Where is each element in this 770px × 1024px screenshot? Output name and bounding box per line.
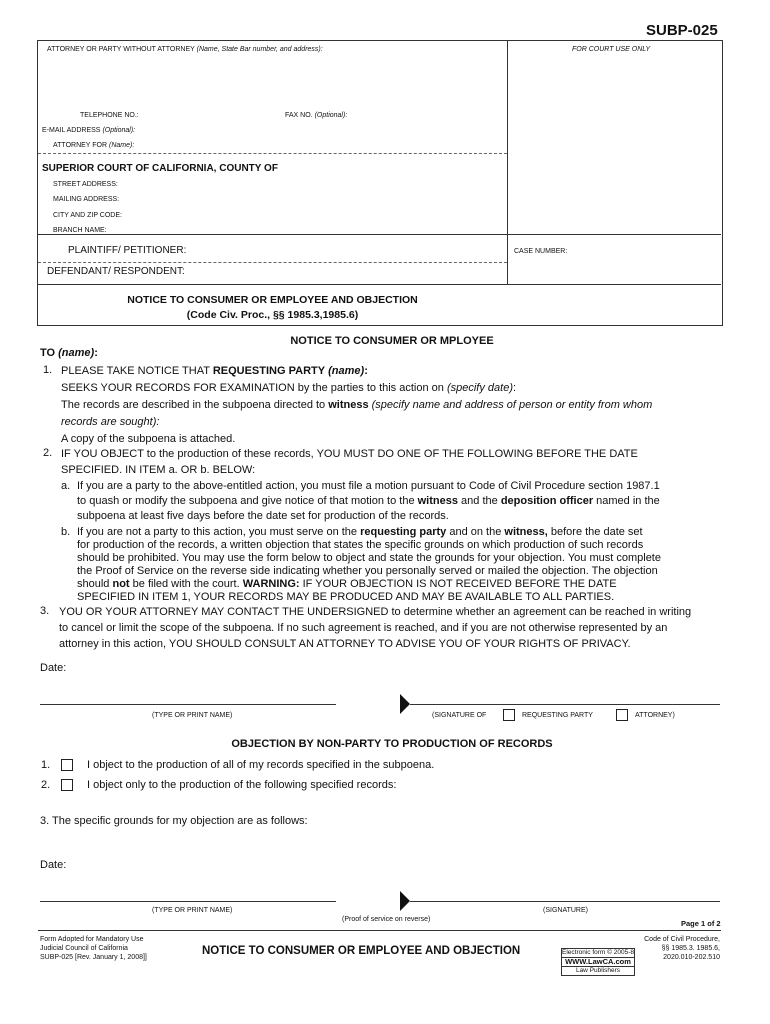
branch-name-label: BRANCH NAME: [53, 227, 107, 234]
item2-number: 2. [43, 447, 53, 459]
objection-item2-text: I object only to the production of the following specified records: [87, 779, 397, 791]
item2b-line2: for production of the records, a written objection that states the specific grounds on which production of such records [77, 539, 644, 551]
email-label: E-MAIL ADDRESS (Optional): [42, 127, 136, 134]
objection-signature-line[interactable] [410, 901, 720, 902]
case-number-label: CASE NUMBER: [514, 248, 568, 255]
objection-date-label: Date: [40, 859, 67, 871]
court-title: SUPERIOR COURT OF CALIFORNIA, COUNTY OF [42, 163, 278, 174]
requesting-party-checkbox[interactable] [503, 709, 515, 721]
item2-line2: SPECIFIED. IN ITEM a. OR b. BELOW: [61, 464, 256, 476]
plaintiff-label: PLAINTIFF/ PETITIONER: [68, 245, 187, 256]
item2a-line1: If you are a party to the above-entitled action, you must file a motion pursuant to Code of Civil Procedure section 1987.1 [77, 480, 660, 492]
objection-type-name-label: (TYPE OR PRINT NAME) [152, 907, 233, 914]
item3-line1: YOU OR YOUR ATTORNEY MAY CONTACT THE UNDERSIGNED to determine whether an agreement can be reached in writing [59, 606, 692, 618]
footer-title: NOTICE TO CONSUMER OR EMPLOYEE AND OBJECTION [202, 945, 521, 957]
item1-number: 1. [43, 364, 53, 376]
item1-line5: A copy of the subpoena is attached. [61, 433, 236, 445]
to-label: TO (name): [40, 347, 98, 359]
attorney-label: ATTORNEY OR PARTY WITHOUT ATTORNEY (Name, State Bar number, and address): [47, 46, 323, 53]
item2b-line6: SPECIFIED IN ITEM 1, YOUR RECORDS MAY BE PRODUCED AND MAY BE AVAILABLE TO ALL PARTIES. [77, 591, 615, 603]
item1-line4: records are sought): [61, 416, 160, 428]
form-title: NOTICE TO CONSUMER OR EMPLOYEE AND OBJECTION [127, 294, 418, 306]
form-citation: (Code Civ. Proc., §§ 1985.3,1985.6) [186, 309, 359, 321]
attorney-checkbox[interactable] [616, 709, 628, 721]
page-number: Page 1 of 2 [681, 919, 721, 928]
city-zip-label: CITY AND ZIP CODE: [53, 212, 122, 219]
object-all-records-checkbox[interactable] [61, 759, 73, 771]
item1-line2: SEEKS YOUR RECORDS FOR EXAMINATION by the parties to this action on (specify date): [61, 382, 517, 394]
item2b-line5: should not be filed with the court. WARNING: IF YOUR OBJECTION IS NOT RECEIVED BEFORE THE DATE [77, 578, 617, 590]
item1-line1: PLEASE TAKE NOTICE THAT REQUESTING PARTY (name): [61, 365, 368, 377]
objection-name-line[interactable] [40, 901, 336, 902]
item2b-label: b. [61, 526, 71, 538]
signature-of-label: (SIGNATURE OF [432, 712, 487, 719]
item1-line3: The records are described in the subpoena directed to witness (specify name and address of person or entity from whom [61, 399, 653, 411]
notice-heading: NOTICE TO CONSUMER OR MPLOYEE [290, 335, 494, 347]
item2a-label: a. [61, 480, 71, 492]
attorney-checkbox-label: ATTORNEY) [635, 712, 675, 719]
telephone-label: TELEPHONE NO.: [80, 112, 139, 119]
form-id: SUBP-025 [646, 22, 718, 39]
mailing-address-label: MAILING ADDRESS: [53, 196, 120, 203]
item2b-line3: should be prohibited. You may use the form below to object and state the grounds for your objection. You must complete [77, 552, 661, 564]
court-use-label: FOR COURT USE ONLY [572, 46, 651, 53]
item2b-line4: the Proof of Service on the reverse side indicating whether you personally served or mailed the objection. The objection [77, 565, 658, 577]
sign-here-arrow-icon [400, 694, 410, 714]
defendant-label: DEFENDANT/ RESPONDENT: [47, 266, 185, 277]
footer-right: Code of Civil Procedure, §§ 1985.3. 1985.6, 2020.010-202.510 [644, 936, 720, 961]
objection-item2-number: 2. [41, 779, 51, 791]
street-address-label: STREET ADDRESS: [53, 181, 118, 188]
objection-heading: OBJECTION BY NON-PARTY TO PRODUCTION OF RECORDS [231, 738, 553, 750]
item2-line1: IF YOU OBJECT to the production of these records, YOU MUST DO ONE OF THE FOLLOWING BEFORE THE DATE [61, 448, 638, 460]
item2b-line1: If you are not a party to this action, you must serve on the requesting party and on the witness, before the date set [77, 526, 643, 538]
attorney-for-label: ATTORNEY FOR (Name): [53, 142, 135, 149]
item3-number: 3. [40, 605, 50, 617]
item2a-line3: subpoena at least five days before the date set for production of the records. [77, 510, 449, 522]
notice-name-line[interactable] [40, 704, 336, 705]
objection-signature-label: (SIGNATURE) [543, 907, 588, 914]
proof-of-service-label: (Proof of service on reverse) [342, 916, 431, 923]
object-specified-records-checkbox[interactable] [61, 779, 73, 791]
objection-item1-text: I object to the production of all of my records specified in the subpoena. [87, 759, 435, 771]
footer-left: Form Adopted for Mandatory Use Judicial Council of California SUBP-025 [Rev. January 1, 2008]] [40, 936, 147, 961]
item2a-line2: to quash or modify the subpoena and give notice of that motion to the witness and the deposition officer named in the [77, 495, 660, 507]
requesting-party-label: REQUESTING PARTY [522, 712, 593, 719]
notice-signature-line[interactable] [410, 704, 720, 705]
lawca-badge: Electronic form © 2005-8 WWW.LawCA.com Law Publishers [562, 949, 634, 974]
fax-label: FAX NO. (Optional): [285, 112, 348, 119]
item3-line3: attorney in this action, YOU SHOULD CONSULT AN ATTORNEY TO ADVISE YOU OF YOUR RIGHTS OF PRIVACY. [59, 638, 631, 650]
sign-here-arrow-icon [400, 891, 410, 911]
objection-item1-number: 1. [41, 759, 51, 771]
notice-date-label: Date: [40, 662, 67, 674]
item3-line2: to cancel or limit the scope of the subpoena. If no such agreement is reached, and if you are not otherwise represented by an [59, 622, 668, 634]
notice-type-name-label: (TYPE OR PRINT NAME) [152, 712, 233, 719]
objection-item3-text: 3. The specific grounds for my objection are as follows: [40, 815, 308, 827]
